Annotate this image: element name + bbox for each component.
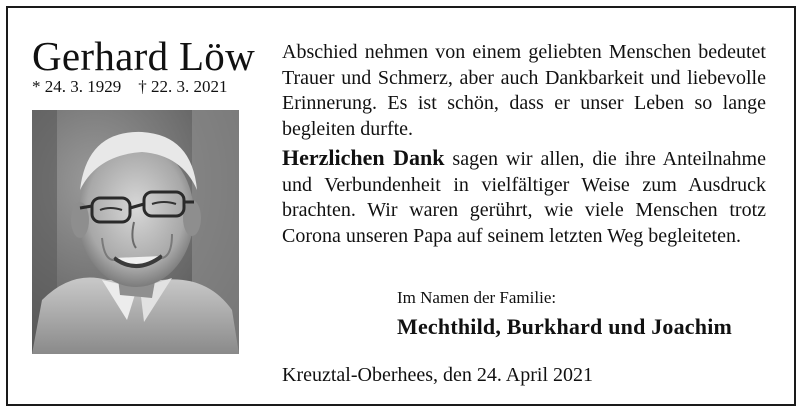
place-date: Kreuztal-Oberhees, den 24. April 2021 <box>282 364 594 386</box>
family-names: Mechthild, Burkhard und Joachim <box>397 314 733 339</box>
message-paragraph-1: Abschied nehmen von einem geliebten Menschen bedeutet Trauer und Schmerz, aber auch Dankbarkeit und liebevolle Erinnerung. Es ist schön, dass er unser Leben so lange begleiten durfte. <box>282 41 766 140</box>
life-dates: * 24. 3. 1929 † 22. 3. 2021 <box>32 77 228 96</box>
family-label: Im Namen der Familie: <box>397 288 557 307</box>
message-paragraph-2 <box>282 145 766 249</box>
portrait-photo <box>32 110 239 354</box>
thanks-heading: Herzlichen Dank <box>282 145 445 170</box>
thanks-text: sagen wir allen, die ihre Anteilnahme und Verbundenheit in vielfältiger Weise zum Ausdruck brachten. Wir waren gerührt, wie viele Menschen trotz Corona unseren Papa auf seinem letzten Weg begleiteten. <box>282 148 766 247</box>
deceased-name: Gerhard Löw <box>32 33 256 79</box>
